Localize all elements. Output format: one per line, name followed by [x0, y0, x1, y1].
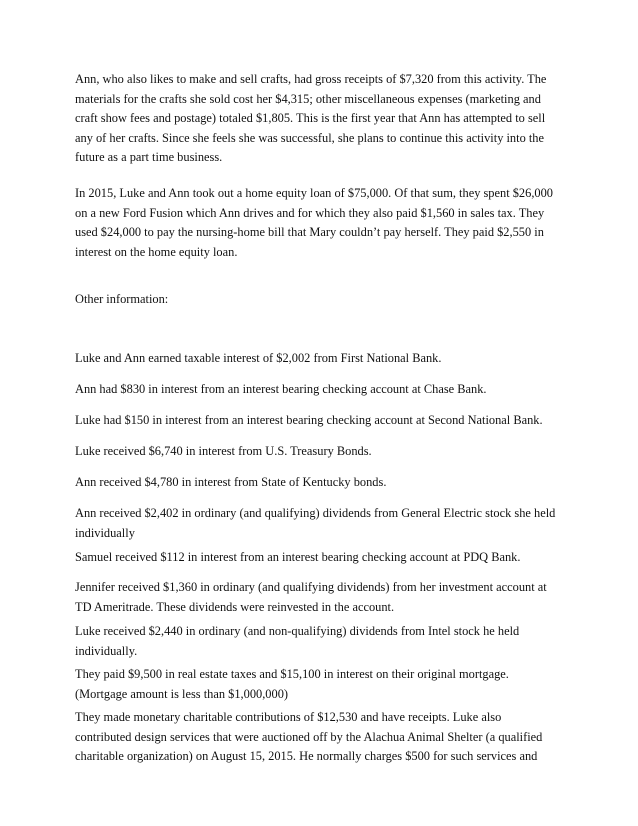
text-line: Jennifer received $1,360 in ordinary (and qualifying dividends) from her investment account at [75, 580, 547, 594]
paragraph-ge-dividends [75, 504, 565, 543]
text-line: They made monetary charitable contributions of $12,530 and have receipts. Luke also [75, 710, 502, 724]
paragraph-kentucky-bonds [75, 473, 565, 493]
text-line: Other information: [75, 292, 169, 306]
text-line: craft show fees and postage) totaled $1,805. This is the first year that Ann has attempted to sell [75, 111, 546, 125]
text-line: Luke and Ann earned taxable interest of $2,002 from First National Bank. [75, 351, 442, 365]
text-line: Ann had $830 in interest from an interest bearing checking account at Chase Bank. [75, 382, 487, 396]
text-line: (Mortgage amount is less than $1,000,000) [75, 686, 289, 701]
text-line: individually [75, 525, 135, 540]
text-line: Luke had $150 in interest from an interest bearing checking account at Second National Bank. [75, 413, 543, 427]
text-line: individually. [75, 643, 138, 658]
paragraph-first-national-interest [75, 349, 565, 369]
paragraph-home-equity-loan [75, 184, 565, 262]
text-line: materials for the crafts she sold cost her $4,315; other miscellaneous expenses (marketing and [75, 91, 541, 106]
text-line: Ann received $4,780 in interest from State of Kentucky bonds. [75, 475, 387, 489]
text-line: Samuel received $112 in interest from an interest bearing checking account at PDQ Bank. [75, 550, 521, 564]
paragraph-second-national-interest [75, 411, 565, 431]
text-line: contributed design services that were auctioned off by the Alachua Animal Shelter (a qualified [75, 729, 543, 744]
text-line: In 2015, Luke and Ann took out a home equity loan of $75,000. Of that sum, they spent $26,000 [75, 186, 554, 200]
paragraph-intel-dividends [75, 622, 565, 661]
heading-other-information [75, 290, 565, 310]
text-line: on a new Ford Fusion which Ann drives and for which they also paid $1,560 in sales tax. They [75, 205, 545, 220]
paragraph-pdq-interest [75, 548, 565, 568]
text-line: used $24,000 to pay the nursing-home bill that Mary couldn’t pay herself. They paid $2,550 in [75, 225, 544, 239]
text-line: Luke received $2,440 in ordinary (and non-qualifying) dividends from Intel stock he held [75, 624, 520, 638]
paragraph-charitable-contributions [75, 708, 565, 767]
text-line: any of her crafts. Since she feels she was successful, she plans to continue this activity into the [75, 130, 544, 145]
text-line: Ann received $2,402 in ordinary (and qualifying) dividends from General Electric stock she held [75, 506, 556, 520]
paragraph-chase-interest [75, 380, 565, 400]
paragraph-ameritrade-dividends [75, 578, 565, 617]
text-line: charitable organization) on August 15, 2015. He normally charges $500 for such services and [75, 749, 538, 763]
text-line: future as a part time business. [75, 150, 223, 164]
text-line: Ann, who also likes to make and sell crafts, had gross receipts of $7,320 from this activity. The [75, 72, 547, 86]
text-line: Luke received $6,740 in interest from U.S. Treasury Bonds. [75, 444, 372, 458]
paragraph-real-estate-mortgage [75, 665, 565, 704]
text-line: interest on the home equity loan. [75, 244, 238, 259]
text-line: TD Ameritrade. These dividends were reinvested in the account. [75, 599, 395, 614]
text-line: They paid $9,500 in real estate taxes and $15,100 in interest on their original mortgage. [75, 667, 509, 681]
paragraph-crafts [75, 70, 565, 168]
paragraph-treasury-bonds [75, 442, 565, 462]
